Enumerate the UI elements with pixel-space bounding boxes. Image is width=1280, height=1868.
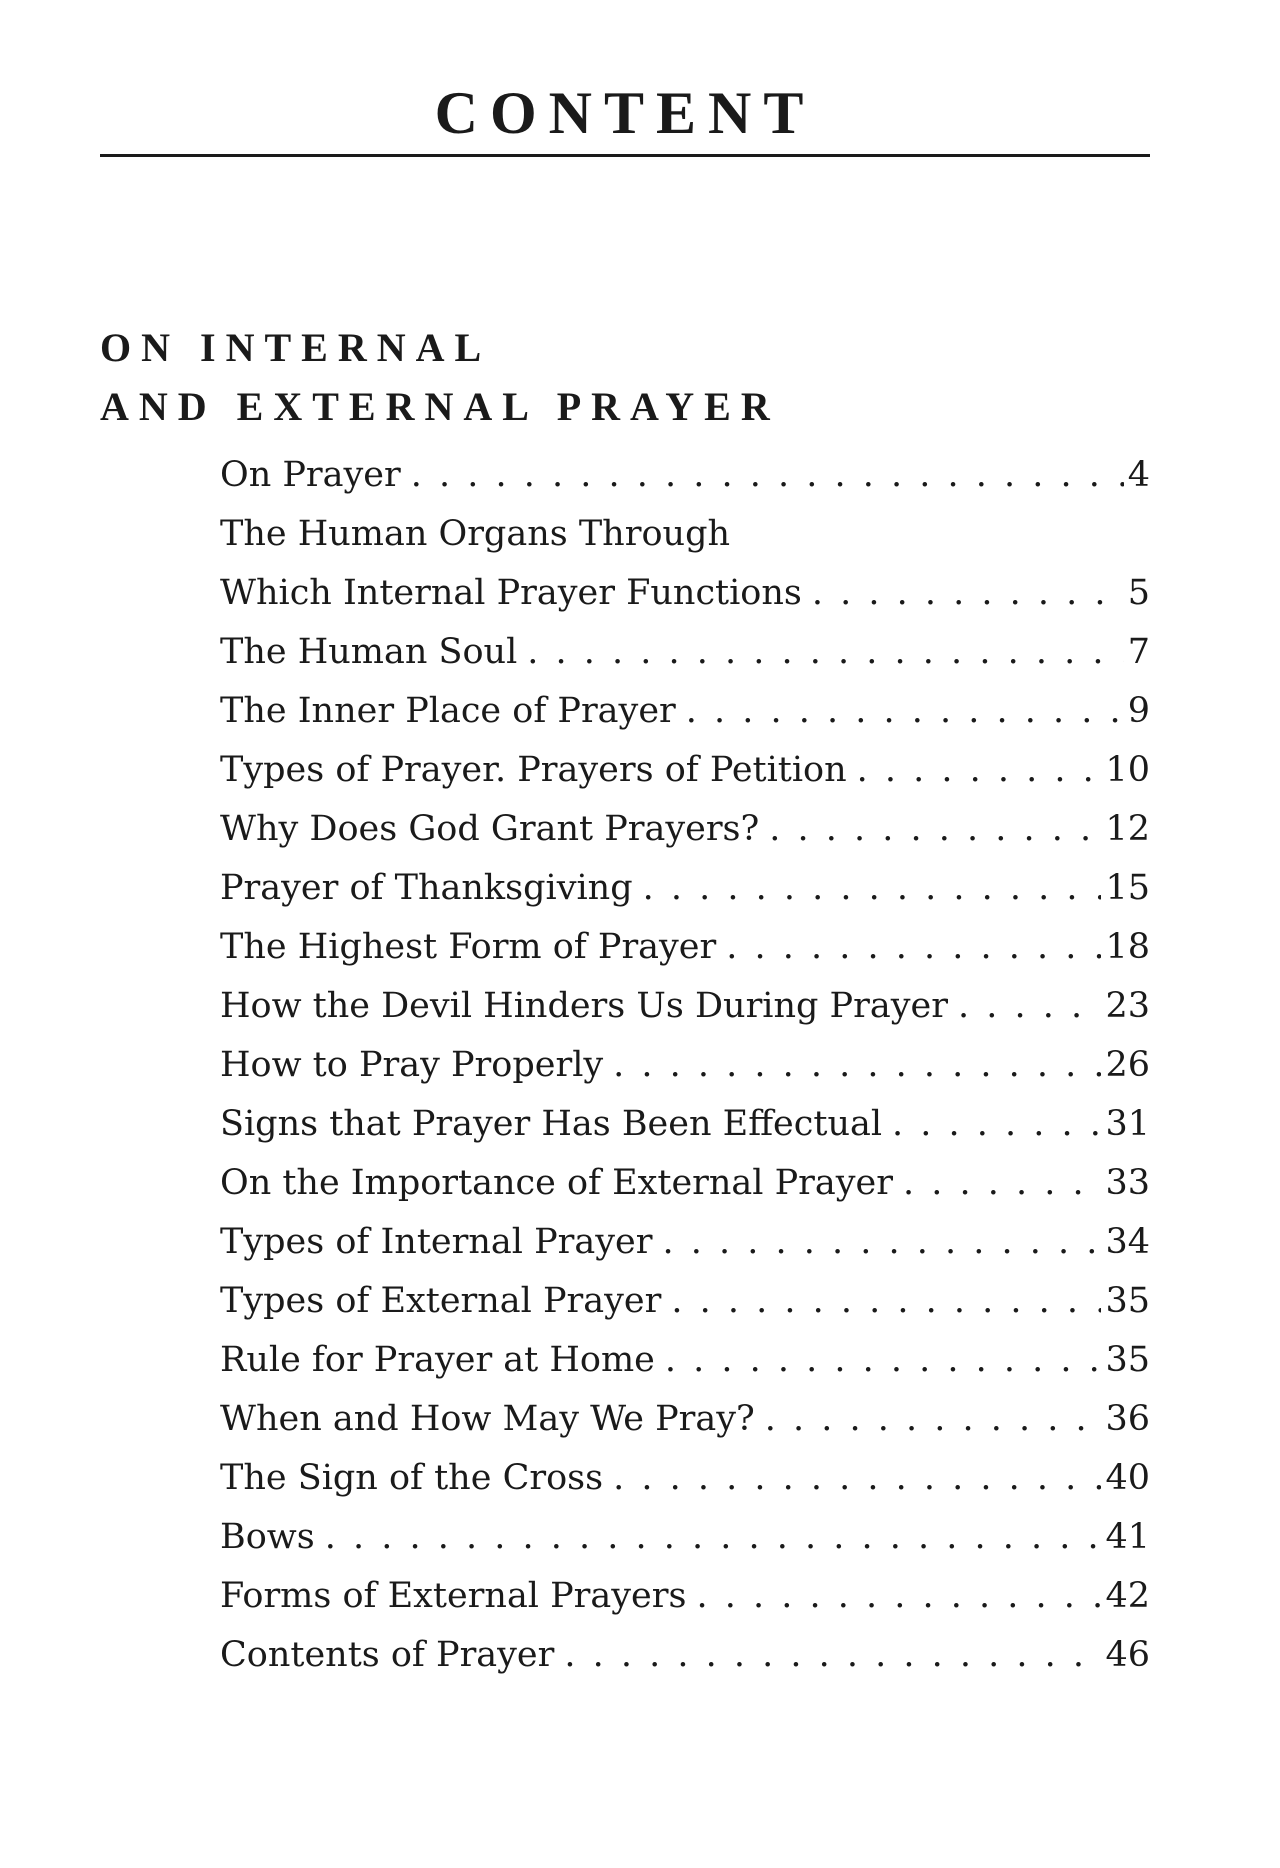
toc-entry[interactable]: [220, 1154, 1150, 1213]
toc-entry[interactable]: [220, 505, 1150, 564]
toc-entry-page: 23: [1105, 986, 1150, 1026]
toc-entry-page: 36: [1105, 1399, 1150, 1439]
toc-entry-page: 40: [1105, 1458, 1150, 1498]
dot-leader: [665, 1331, 1102, 1390]
section-heading: [100, 318, 780, 436]
toc-entry-page: 15: [1105, 868, 1150, 908]
dot-leader: [812, 564, 1124, 623]
toc-entry-title: Contents of Prayer: [220, 1635, 555, 1675]
toc-entry[interactable]: [220, 1390, 1150, 1449]
toc-entry-page: 34: [1105, 1222, 1150, 1262]
toc-entry[interactable]: [220, 623, 1150, 682]
page-title: CONTENT: [434, 80, 816, 146]
toc-entry-page: 5: [1127, 573, 1150, 613]
toc-entry[interactable]: [220, 1213, 1150, 1272]
toc-entry-page: 18: [1105, 927, 1150, 967]
toc-entry[interactable]: [220, 859, 1150, 918]
dot-leader: [613, 1036, 1101, 1095]
toc-entry-page: 35: [1105, 1340, 1150, 1380]
toc-list: [220, 446, 1150, 1685]
toc-entry-page: 10: [1105, 750, 1150, 790]
toc-entry[interactable]: [220, 682, 1150, 741]
toc-entry[interactable]: [220, 800, 1150, 859]
toc-entry-page: 4: [1127, 455, 1150, 495]
dot-leader: [892, 1095, 1101, 1154]
dot-leader: [662, 1213, 1101, 1272]
toc-entry-title: The Human Soul: [220, 632, 518, 672]
toc-entry-title: The Inner Place of Prayer: [220, 691, 676, 731]
dot-leader: [671, 1272, 1101, 1331]
toc-entry-title: Forms of External Prayers: [220, 1576, 687, 1616]
toc-entry-page: 41: [1105, 1517, 1150, 1557]
section-heading-line-2: AND EXTERNAL PRAYER: [100, 384, 780, 429]
toc-entry-title: Signs that Prayer Has Been Effectual: [220, 1104, 883, 1144]
dot-leader: [325, 1508, 1102, 1567]
dot-leader: [527, 623, 1123, 682]
toc-entry-page: 7: [1127, 632, 1150, 672]
toc-entry-title: Why Does God Grant Prayers?: [220, 809, 760, 849]
dot-leader: [696, 1567, 1101, 1626]
toc-entry-title: Which Internal Prayer Functions: [220, 573, 802, 613]
toc-entry-title: How the Devil Hinders Us During Prayer: [220, 986, 948, 1026]
title-rule: [100, 154, 1150, 157]
toc-entry[interactable]: [220, 977, 1150, 1036]
dot-leader: [765, 1390, 1102, 1449]
toc-entry[interactable]: [220, 1095, 1150, 1154]
toc-entry[interactable]: [220, 918, 1150, 977]
toc-entry[interactable]: [220, 564, 1150, 623]
toc-entry-page: 26: [1105, 1045, 1150, 1085]
toc-entry[interactable]: [220, 1036, 1150, 1095]
toc-entry-title: The Human Organs Through: [220, 514, 731, 554]
toc-entry-title: Types of Prayer. Prayers of Petition: [220, 750, 847, 790]
toc-entry-title: Types of External Prayer: [220, 1281, 662, 1321]
dot-leader: [411, 446, 1124, 505]
dot-leader: [857, 741, 1102, 800]
toc-entry[interactable]: [220, 741, 1150, 800]
toc-entry-title: When and How May We Pray?: [220, 1399, 755, 1439]
toc-entry[interactable]: [220, 1449, 1150, 1508]
toc-entry[interactable]: [220, 446, 1150, 505]
dot-leader: [686, 682, 1124, 741]
toc-entry-title: The Sign of the Cross: [220, 1458, 604, 1498]
dot-leader: [643, 859, 1102, 918]
toc-entry-page: 12: [1105, 809, 1150, 849]
toc-entry[interactable]: [220, 1331, 1150, 1390]
toc-entry[interactable]: [220, 1567, 1150, 1626]
toc-entry[interactable]: [220, 1508, 1150, 1567]
toc-entry-title: Prayer of Thanksgiving: [220, 868, 633, 908]
toc-entry-title: On Prayer: [220, 455, 401, 495]
toc-entry-title: How to Pray Properly: [220, 1045, 604, 1085]
toc-entry-page: 42: [1105, 1576, 1150, 1616]
toc-entry-page: 9: [1127, 691, 1150, 731]
section-heading-line-1: ON INTERNAL: [100, 325, 492, 370]
dot-leader: [769, 800, 1101, 859]
toc-entry-title: On the Importance of External Prayer: [220, 1163, 893, 1203]
dot-leader: [726, 918, 1101, 977]
toc-entry[interactable]: [220, 1626, 1150, 1685]
toc-entry-title: Rule for Prayer at Home: [220, 1340, 655, 1380]
dot-leader: [564, 1626, 1101, 1685]
dot-leader: [903, 1154, 1101, 1213]
toc-entry-title: Types of Internal Prayer: [220, 1222, 653, 1262]
toc-entry-page: 31: [1105, 1104, 1150, 1144]
toc-entry-page: 33: [1105, 1163, 1150, 1203]
toc-entry-title: The Highest Form of Prayer: [220, 927, 717, 967]
toc-entry-page: 46: [1105, 1635, 1150, 1675]
toc-entry-page: 35: [1105, 1281, 1150, 1321]
toc-entry[interactable]: [220, 1272, 1150, 1331]
dot-leader: [613, 1449, 1101, 1508]
toc-entry-title: Bows: [220, 1517, 315, 1557]
dot-leader: [958, 977, 1102, 1036]
